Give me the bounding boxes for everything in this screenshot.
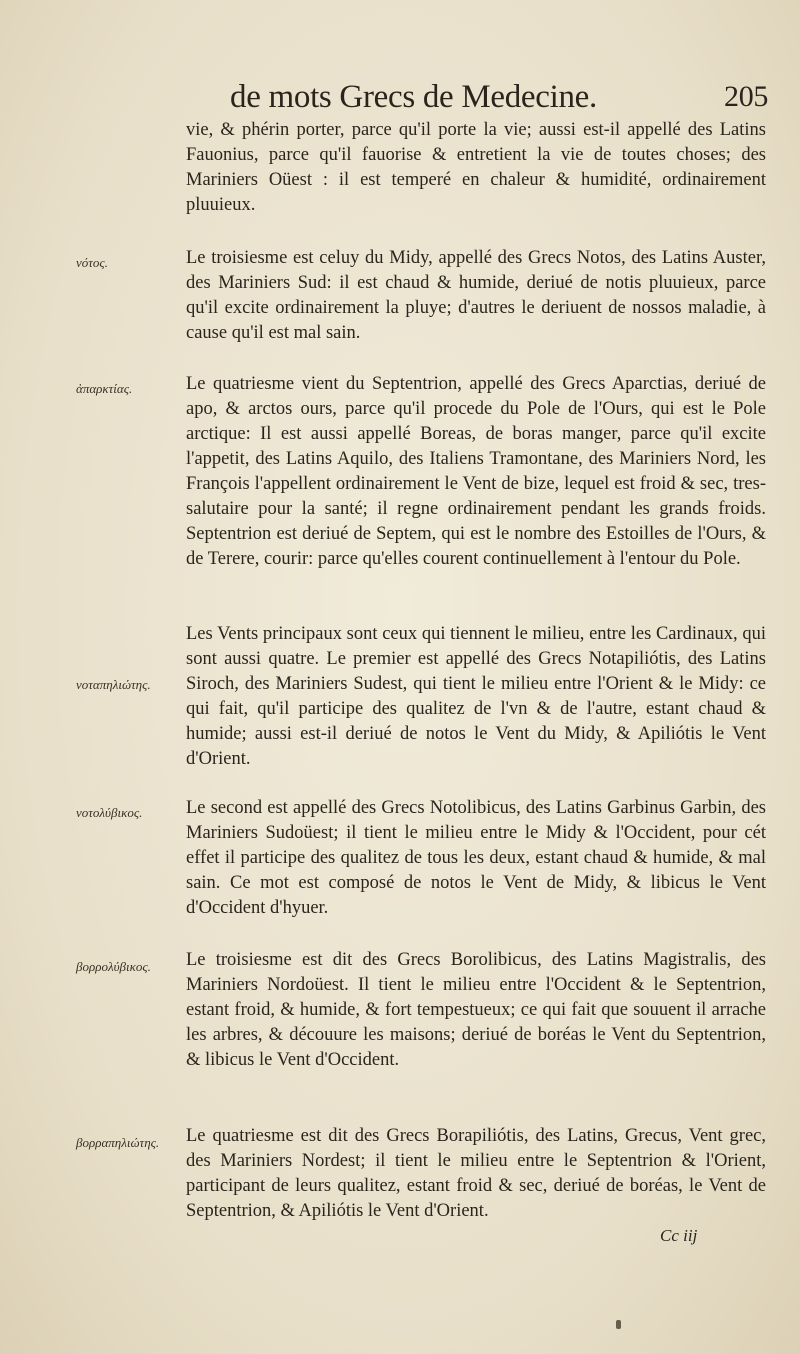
ink-blot [616, 1320, 621, 1329]
paragraph-text: Le second est appellé des Grecs Notolibicus, des Latins Garbinus Garbin, des Mariniers Sudoüest; il tient le milieu entre le Midy & l'Occident, pour cét effet il participe des qualitez de tous les deux, estant chaud & humide, & mal sain. Ce mot est composé de notos le Vent de Midy, & libicus le Vent d'Occident d'hyuer. [186, 798, 766, 918]
paragraph-aparctias [186, 372, 766, 602]
paragraph-intro [186, 118, 766, 218]
margin-note-notapeliotis: νοταπηλιώτης. [76, 677, 151, 692]
paragraph-text: Les Vents principaux sont ceux qui tiennent le milieu, entre les Cardinaux, qui sont aussi quatre. Le premier est appellé des Grecs Notapiliótis, des Latins Siroch, des Mariniers Sudest, qui tient le milieu entre l'Orient & le Midy: ce qui fait, qu'il participe des qualitez de l'vn & de l'autre, estant chaud & humide; aussi est-il deriué de notos le Vent du Midy, & Apiliótis le Vent d'Orient. [186, 624, 766, 769]
paragraph-text: Le quatriesme est dit des Grecs Borapiliótis, des Latins, Grecus, Vent grec, des Mariniers Nordest; il tient le milieu entre le Septentrion & l'Orient, participant de leurs qualitez, estant froid & sec, deriué de boréas, le Vent de Septentrion, & Apiliótis le Vent d'Orient. [186, 1126, 766, 1221]
paragraph-notos [186, 246, 766, 346]
paragraph-text: Le troisiesme est dit des Grecs Borolibicus, des Latins Magistralis, des Mariniers Nordoüest. Il tient le milieu entre l'Occident & le Septentrion, estant froid, & humide, & fort tempestueux; ce qui fait que souuent il arrache les arbres, & découure les maisons; deriué de boréas le Vent du Septentrion, & libicus le Vent d'Occident. [186, 950, 766, 1070]
running-title: de mots Grecs de Medecine. [230, 79, 597, 115]
paragraph-text: Le quatriesme vient du Septentrion, appellé des Grecs Aparctias, deriué de apo, & arctos ours, parce qu'il procede du Pole de l'Ours, qui est le Pole arctique: Il est aussi appellé Boreas, de boras manger, parce qu'il excite l'appetit, des Latins Aquilo, des Italiens Tramontane, des Mariniers Nord, les François l'appellent ordinairement le Vent de bize, lequel est froid & sec, tres-salutaire pour la santé; il regne ordinairement pendant les grands froids. Septentrion est deriué de Septem, qui est le nombre des Estoilles de l'Ours, & de Terere, courir: parce qu'elles courent continuellement à l'entour du Pole. [186, 374, 766, 569]
margin-note-notos: νότος. [76, 255, 108, 270]
running-header [230, 74, 770, 120]
paragraph-borrolibicus [186, 948, 766, 1098]
paragraph-notolibicus [186, 796, 766, 926]
page-number: 205 [724, 80, 769, 113]
margin-note-notolibicus: νοτολύβικος. [76, 805, 143, 820]
paragraph-notapeliotis [186, 622, 766, 772]
signature-mark: Cc iij [660, 1226, 698, 1245]
margin-note-borrolibicus: βορρολύβικος. [76, 959, 151, 974]
paragraph-text: Le troisiesme est celuy du Midy, appellé des Grecs Notos, des Latins Auster, des Mariniers Sud: il est chaud & humide, deriué de notis pluuieux, parce qu'il excite ordinairement la pluye; d'autres le deriuent de nossos maladie, à cause qu'il est mal sain. [186, 248, 766, 343]
margin-note-aparctias: ἀπαρκτίας. [76, 381, 133, 396]
paragraph-borrapeliotis [186, 1124, 766, 1224]
paragraph-text: vie, & phérin porter, parce qu'il porte la vie; aussi est-il appellé des Latins Fauonius, parce qu'il fauorise & entretient la vie de toutes choses; des Mariniers Oüest : il est temperé en chaleur & humidité, ordinairement pluuieux. [186, 120, 766, 215]
margin-note-borrapeliotis: βορραπηλιώτης. [76, 1135, 160, 1150]
